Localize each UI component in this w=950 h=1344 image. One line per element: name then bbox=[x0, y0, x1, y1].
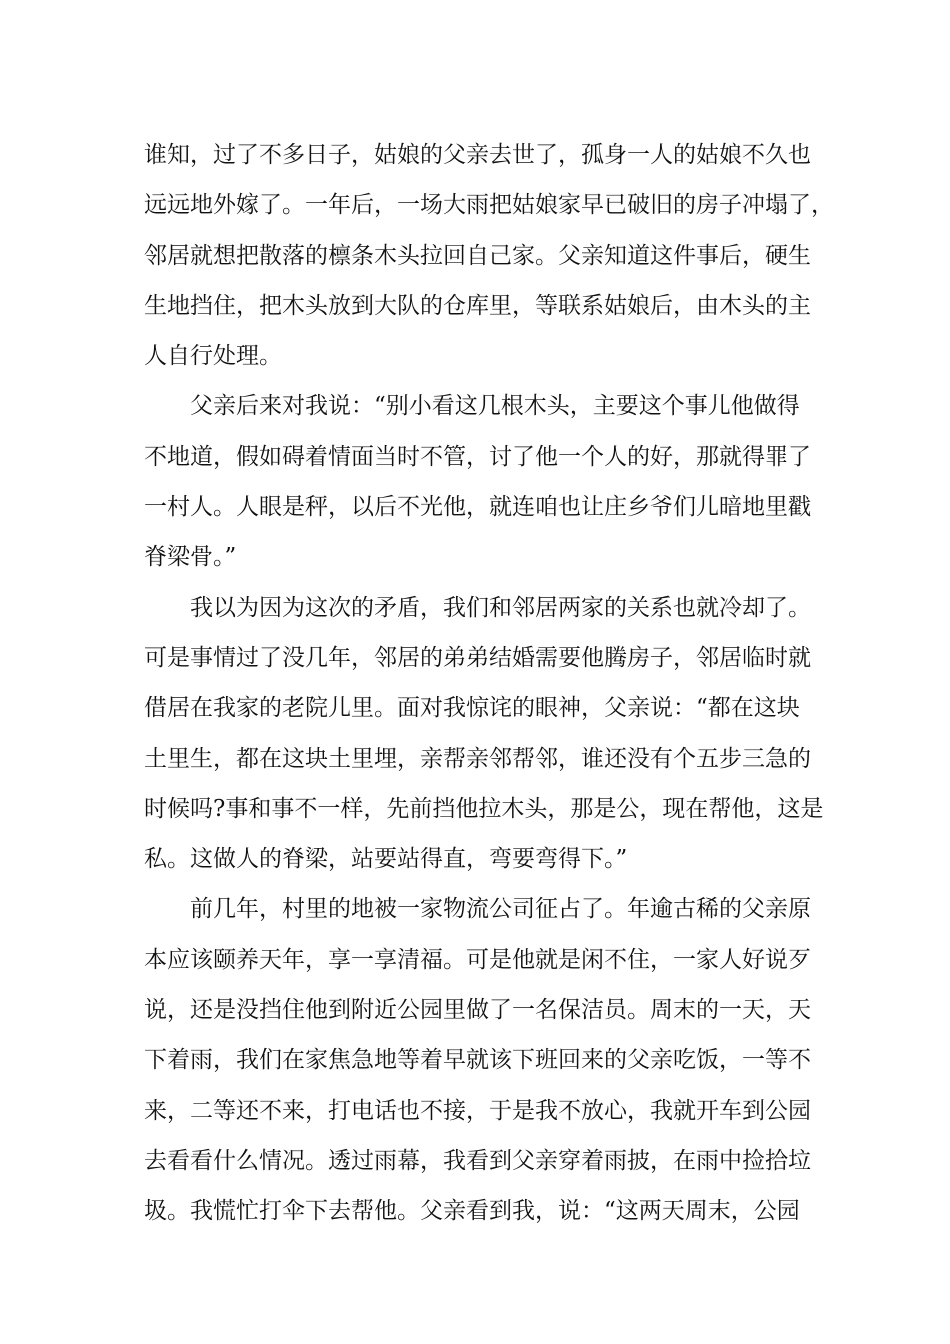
text-line: 人自行处理。 bbox=[144, 343, 282, 370]
text-line: 私。这做人的脊梁，站要站得直，弯要弯得下。” bbox=[144, 846, 628, 873]
text-line: 不地道，假如碍着情面当时不管，讨了他一个人的好，那就得罪了 bbox=[144, 443, 811, 470]
text-line: 谁知，过了不多日子，姑娘的父亲去世了，孤身一人的姑娘不久也 bbox=[144, 142, 811, 168]
text-line: 借居在我家的老院儿里。面对我惊诧的眼神，父亲说：“都在这块 bbox=[144, 695, 800, 722]
document-body bbox=[144, 130, 834, 1237]
text-line: 去看看什么情况。透过雨幕，我看到父亲穿着雨披，在雨中捡拾垃 bbox=[144, 1147, 811, 1174]
text-line: 脊梁骨。” bbox=[144, 544, 237, 571]
text-line: 说，还是没挡住他到附近公园里做了一名保洁员。周末的一天，天 bbox=[144, 997, 811, 1024]
text-line: 远远地外嫁了。一年后，一场大雨把姑娘家早已破旧的房子冲塌了， bbox=[144, 192, 834, 219]
text-line: 来，二等还不来，打电话也不接，于是我不放心，我就开车到公园 bbox=[144, 1097, 811, 1124]
text-line: 本应该颐养天年，享一享清福。可是他就是闲不住，一家人好说歹 bbox=[144, 946, 811, 973]
text-line: 可是事情过了没几年，邻居的弟弟结婚需要他腾房子，邻居临时就 bbox=[144, 644, 811, 671]
text-line: 生地挡住，把木头放到大队的仓库里，等联系姑娘后，由木头的主 bbox=[144, 292, 811, 319]
text-line: 邻居就想把散落的檩条木头拉回自己家。父亲知道这件事后，硬生 bbox=[144, 242, 811, 269]
text-line: 下着雨，我们在家焦急地等着早就该下班回来的父亲吃饭，一等不 bbox=[144, 1047, 811, 1074]
text-line: 前几年，村里的地被一家物流公司征占了。年逾古稀的父亲原 bbox=[190, 896, 811, 923]
text-line: 时候吗?事和事不一样，先前挡他拉木头，那是公，现在帮他，这是 bbox=[144, 795, 824, 822]
text-line: 一村人。人眼是秤，以后不光他，就连咱也让庄乡爷们儿暗地里戳 bbox=[144, 494, 811, 521]
text-line: 父亲后来对我说：“别小看这几根木头，主要这个事儿他做得 bbox=[190, 393, 800, 420]
text-line: 土里生，都在这块土里埋，亲帮亲邻帮邻，谁还没有个五步三急的 bbox=[144, 745, 811, 772]
text-line: 圾。我慌忙打伞下去帮他。父亲看到我，说：“这两天周末，公园 bbox=[144, 1198, 800, 1225]
text-line: 我以为因为这次的矛盾，我们和邻居两家的关系也就冷却了。 bbox=[190, 594, 811, 621]
